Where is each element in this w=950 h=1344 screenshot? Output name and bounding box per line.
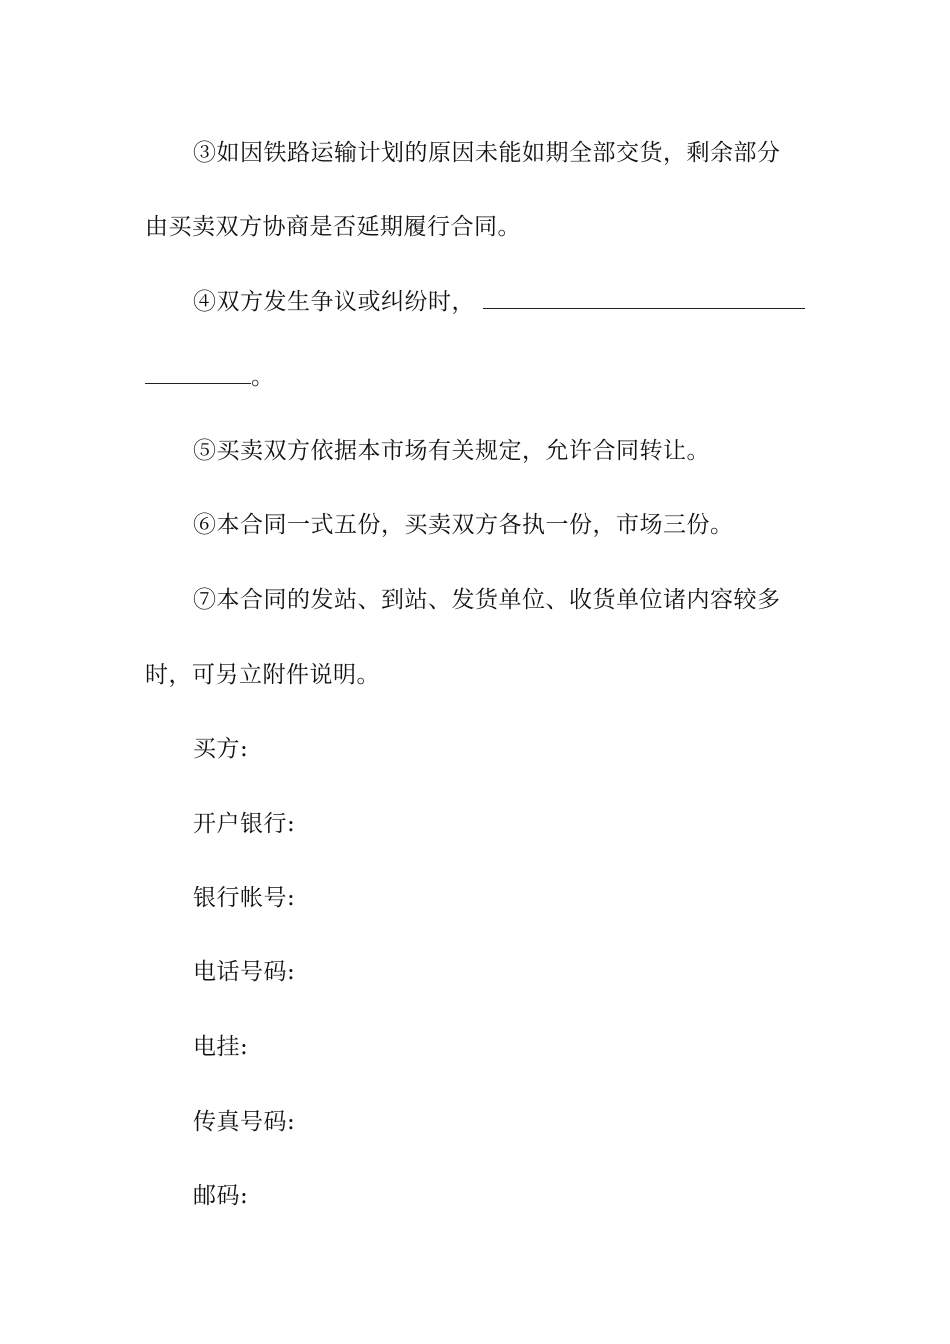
bank-label: 开户银行: — [193, 811, 296, 837]
clause-7-line-1: ⑦本合同的发站、到站、发货单位、收货单位诸内容较多 — [193, 587, 781, 613]
telegraph-label: 电挂: — [193, 1034, 249, 1060]
clause-5: ⑤买卖双方依据本市场有关规定，允许合同转让。 — [193, 438, 710, 464]
clause-4-line-2 — [145, 362, 810, 392]
clause-3-line-1: ③如因铁路运输计划的原因未能如期全部交货，剩余部分 — [193, 140, 781, 166]
buyer-label: 买方: — [193, 736, 249, 762]
fill-in-blank-line — [483, 288, 805, 309]
fax-label: 传真号码: — [193, 1109, 296, 1135]
clause-3-line-2: 由买卖双方协商是否延期履行合同。 — [145, 214, 521, 240]
fill-in-blank-line-continued — [145, 363, 251, 384]
clause-4-text: ④双方发生争议或纠纷时， — [193, 289, 475, 315]
account-label: 银行帐号: — [193, 885, 296, 911]
phone-label: 电话号码: — [193, 959, 296, 985]
clause-6: ⑥本合同一式五份，买卖双方各执一份，市场三份。 — [193, 512, 734, 538]
postcode-label: 邮码: — [193, 1183, 249, 1209]
clause-4-end-punctuation: 。 — [251, 364, 275, 390]
clause-7-line-2: 时，可另立附件说明。 — [145, 662, 380, 688]
clause-4-line-1 — [193, 287, 810, 317]
